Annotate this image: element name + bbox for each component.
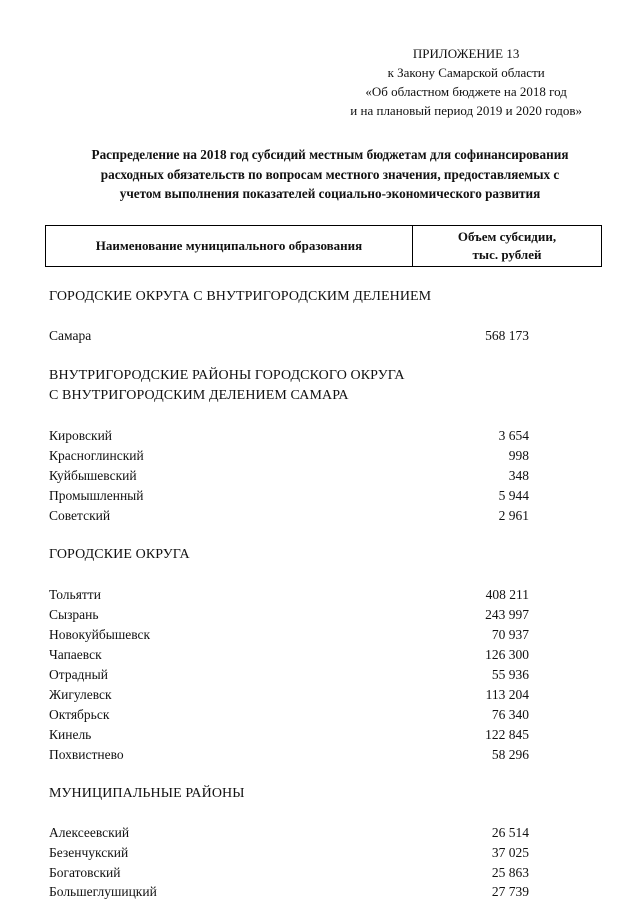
section-title: МУНИЦИПАЛЬНЫЕ РАЙОНЫ <box>49 786 245 801</box>
row-value: 243 997 <box>485 607 529 622</box>
table-row <box>49 446 529 466</box>
row-value: 998 <box>508 448 529 463</box>
row-value: 113 204 <box>485 687 529 702</box>
row-value: 37 025 <box>491 845 529 860</box>
row-name: Кировский <box>49 428 113 443</box>
row-value: 568 173 <box>485 328 529 343</box>
table-row <box>49 705 529 725</box>
row-value: 26 514 <box>491 825 529 840</box>
row-name: Промышленный <box>49 488 144 503</box>
row-name: Кинель <box>49 727 92 742</box>
section-title-line: ВНУТРИГОРОДСКИЕ РАЙОНЫ ГОРОДСКОГО ОКРУГА <box>49 368 405 383</box>
title-line: расходных обязательств по вопросам местного значения, предоставляемых с <box>100 166 560 182</box>
row-name: Советский <box>49 508 111 523</box>
table-row <box>49 823 529 843</box>
row-name: Богатовский <box>49 865 121 880</box>
appendix-number: ПРИЛОЖЕНИЕ 13 <box>412 46 520 61</box>
row-name: Сызрань <box>49 607 99 622</box>
row-value: 55 936 <box>491 667 529 682</box>
row-name: Октябрьск <box>49 707 110 722</box>
row-value: 2 961 <box>498 508 529 523</box>
column-header-amount-line1: Объем субсидии, <box>457 229 557 244</box>
table-row <box>49 882 529 902</box>
row-value: 122 845 <box>485 727 529 742</box>
row-value: 76 340 <box>491 707 529 722</box>
table-row <box>49 863 529 883</box>
row-value: 70 937 <box>491 627 529 642</box>
row-name: Отрадный <box>49 667 108 682</box>
table-row <box>49 585 529 605</box>
section-title-line: С ВНУТРИГОРОДСКИМ ДЕЛЕНИЕМ САМАРА <box>49 388 349 403</box>
table-row <box>49 625 529 645</box>
table-row <box>49 426 529 446</box>
table-row <box>49 645 529 665</box>
row-name: Жигулевск <box>49 687 112 702</box>
title-line: Распределение на 2018 год субсидий местным бюджетам для софинансирования <box>91 147 569 162</box>
row-name: Похвистнево <box>49 747 124 762</box>
row-value: 58 296 <box>491 747 529 762</box>
row-value: 5 944 <box>498 488 529 503</box>
table-row <box>49 486 529 506</box>
table-row <box>49 605 529 625</box>
table-row <box>49 745 529 765</box>
appendix-law-period: и на плановый период 2019 и 2020 годов» <box>350 103 582 118</box>
row-value: 3 654 <box>498 428 529 443</box>
table-row <box>49 843 529 863</box>
column-header-amount-line2: тыс. рублей <box>472 247 542 262</box>
section-title: ГОРОДСКИЕ ОКРУГА <box>49 547 190 562</box>
row-value: 27 739 <box>491 884 529 899</box>
row-name: Красноглинский <box>49 448 144 463</box>
appendix-header <box>350 44 582 120</box>
table-row <box>49 665 529 685</box>
appendix-law: к Закону Самарской области <box>387 65 545 80</box>
row-name: Самара <box>49 328 92 343</box>
column-header-name: Наименование муниципального образования <box>46 226 413 266</box>
row-name: Алексеевский <box>49 825 130 840</box>
row-value: 408 211 <box>485 587 529 602</box>
row-name: Новокуйбышевск <box>49 627 151 642</box>
row-name: Безенчукский <box>49 845 129 860</box>
row-name: Тольятти <box>49 587 101 602</box>
appendix-law-title: «Об областном бюджете на 2018 год <box>365 84 567 99</box>
table-row <box>49 326 529 346</box>
row-value: 25 863 <box>491 865 529 880</box>
section-title <box>49 366 405 406</box>
row-name: Большеглушицкий <box>49 884 157 899</box>
table-row <box>49 725 529 745</box>
row-name: Чапаевск <box>49 647 102 662</box>
row-value: 126 300 <box>485 647 529 662</box>
table-header <box>45 225 602 267</box>
title-line: учетом выполнения показателей социально-экономического развития <box>119 186 541 201</box>
table-row <box>49 685 529 705</box>
section-title: ГОРОДСКИЕ ОКРУГА С ВНУТРИГОРОДСКИМ ДЕЛЕНИЕМ <box>49 289 432 304</box>
column-header-amount <box>413 226 601 266</box>
row-name: Куйбышевский <box>49 468 137 483</box>
document-title <box>40 145 620 204</box>
table-row <box>49 506 529 526</box>
table-row <box>49 466 529 486</box>
row-value: 348 <box>508 468 529 483</box>
